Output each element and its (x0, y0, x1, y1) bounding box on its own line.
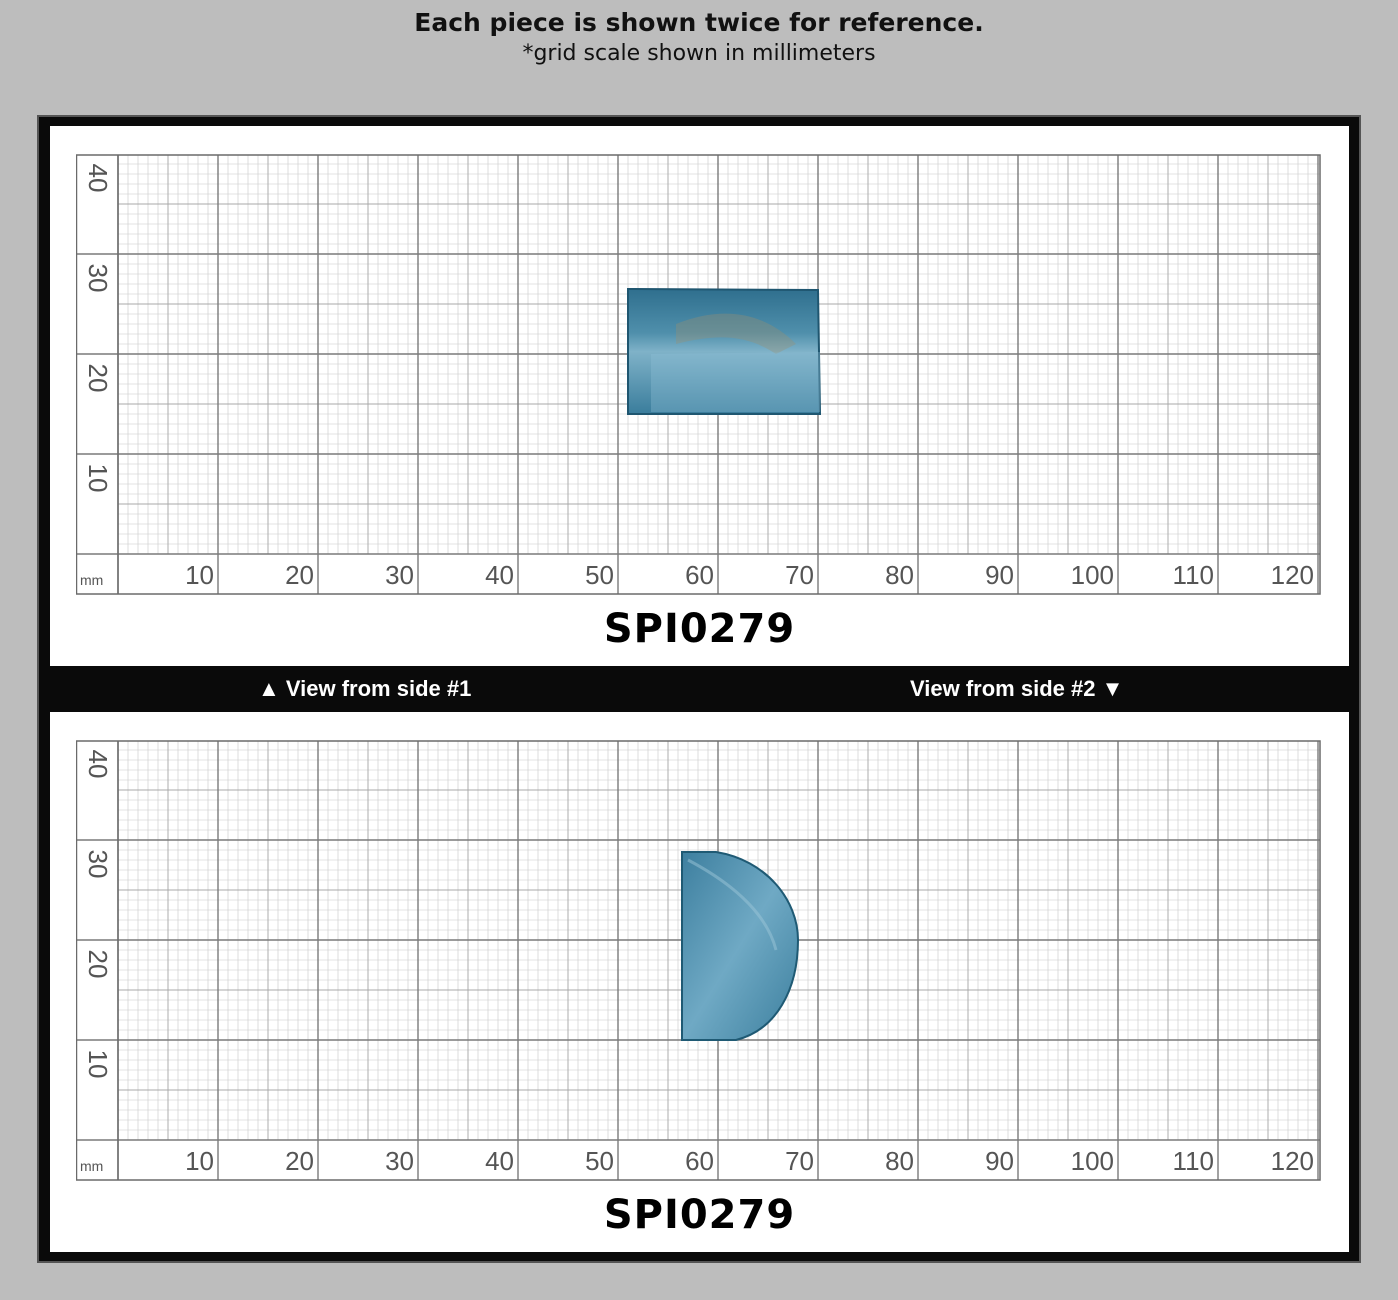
view-panel-side-1 (50, 126, 1349, 666)
x-tick-label: 90 (985, 1146, 1014, 1176)
x-tick-label: 120 (1270, 560, 1314, 590)
sample-id-label: SPI0279 (603, 1192, 796, 1238)
x-tick-label: 50 (585, 560, 614, 590)
x-tick-label: 80 (885, 1146, 914, 1176)
x-tick-label: 30 (385, 1146, 414, 1176)
sample-id-label: SPI0279 (603, 606, 796, 652)
mm-grid-side-1 (76, 154, 1324, 599)
x-tick-label: 10 (185, 560, 214, 590)
y-tick-label: 10 (83, 1049, 114, 1079)
header-subtitle: *grid scale shown in millimeters (522, 41, 876, 66)
y-tick-label: 30 (83, 849, 114, 879)
x-tick-label: 90 (985, 560, 1014, 590)
unit-label: mm (80, 572, 104, 588)
x-tick-label: 20 (285, 1146, 314, 1176)
x-tick-label: 60 (685, 1146, 714, 1176)
x-tick-label: 110 (1172, 560, 1214, 590)
x-tick-label: 50 (585, 1146, 614, 1176)
x-tick-label: 60 (685, 560, 714, 590)
view-side-1-label: ▲ View from side #1 (258, 676, 472, 701)
gemstone-side-1 (628, 289, 820, 414)
unit-label: mm (80, 1158, 104, 1174)
y-tick-label: 10 (83, 463, 114, 493)
x-tick-label: 40 (485, 1146, 514, 1176)
x-tick-label: 100 (1070, 1146, 1114, 1176)
y-tick-label: 40 (83, 163, 114, 193)
mm-grid-side-2 (76, 740, 1324, 1185)
header-title: Each piece is shown twice for reference. (414, 8, 984, 37)
x-tick-label: 110 (1172, 1146, 1214, 1176)
x-tick-label: 70 (785, 1146, 814, 1176)
x-tick-label: 120 (1270, 1146, 1314, 1176)
x-tick-label: 10 (185, 1146, 214, 1176)
y-tick-label: 40 (83, 749, 114, 779)
x-tick-label: 30 (385, 560, 414, 590)
y-tick-label: 20 (83, 363, 114, 393)
view-panel-side-2 (50, 712, 1349, 1252)
view-side-2-label: View from side #2 ▼ (910, 676, 1124, 701)
x-tick-label: 80 (885, 560, 914, 590)
x-tick-label: 40 (485, 560, 514, 590)
y-tick-label: 20 (83, 949, 114, 979)
x-tick-label: 100 (1070, 560, 1114, 590)
x-tick-label: 70 (785, 560, 814, 590)
x-tick-label: 20 (285, 560, 314, 590)
y-tick-label: 30 (83, 263, 114, 293)
